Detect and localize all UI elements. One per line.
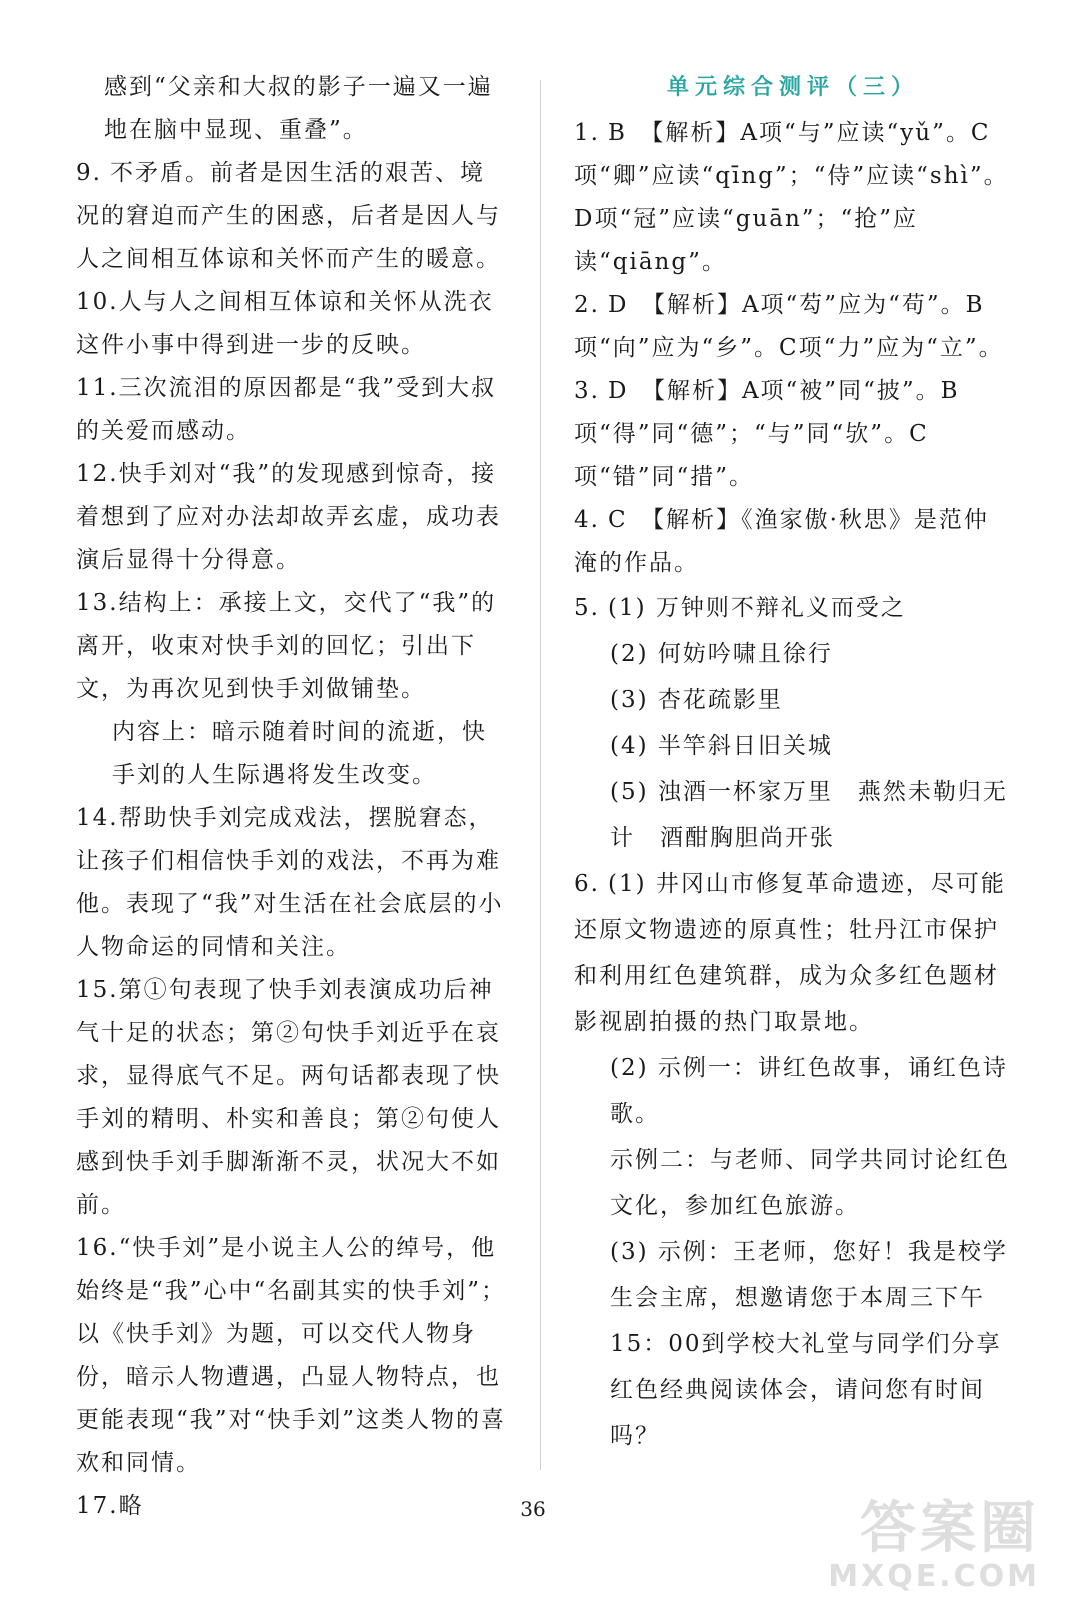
watermark-url: MXQE.COM: [828, 1559, 1040, 1594]
answer-text: 三次流泪的原因都是“我”受到大叔的关爱而感动。: [76, 375, 497, 444]
answer-13-extra: 内容上：暗示随着时间的流逝，快手刘的人生际遇将发生改变。: [112, 719, 487, 788]
answer-number: 2.: [574, 292, 600, 318]
answer-5: [574, 585, 1012, 631]
answer-5-line: (3) 杏花疏影里: [610, 687, 783, 713]
answer-number: 11.: [76, 375, 119, 401]
answer-5-line: (2) 何妨吟啸且徐行: [610, 641, 833, 667]
right-column: [574, 66, 1012, 1459]
answer-text: (1) 井冈山市修复革命遗迹，尽可能还原文物遗迹的原真性；牡丹江市保护和利用红色建筑群，成为众多红色题材影视剧拍摄的热门取景地。: [574, 871, 1006, 1035]
answer-text: 略: [118, 1493, 144, 1519]
answer-9: [76, 152, 508, 281]
answer-number: 13.: [76, 590, 119, 616]
answer-text: D 【解析】A项“被”同“披”。B项“得”同“德”；“与”同“欤”。C项“错”同“措”。: [574, 378, 960, 490]
answer-6: [574, 861, 1012, 1045]
left-column: [76, 66, 508, 1528]
answer-2: [574, 284, 1012, 370]
answer-1: [574, 112, 1012, 284]
answer-text: C 【解析】《渔家傲·秋思》是范仲淹的作品。: [574, 507, 989, 576]
answer-8-continuation: 感到“父亲和大叔的影子一遍又一遍地在脑中显现、重叠”。: [104, 74, 493, 143]
answer-text: (1) 万钟则不辩礼义而受之: [608, 595, 906, 621]
answer-number: 15.: [76, 977, 119, 1003]
answer-3: [574, 370, 1012, 499]
answer-6-line: (3) 示例：王老师，您好！我是校学生会主席，想邀请您于本周三下午15：00到学校大礼堂与同学们分享红色经典阅读体会，请问您有时间吗？: [610, 1239, 1008, 1449]
answer-6-line: 示例二：与老师、同学共同讨论红色文化，参加红色旅游。: [610, 1147, 1010, 1219]
answer-text: “快手刘”是小说主人公的绰号，他始终是“我”心中“名副其实的快手刘”；以《快手刘》为题，可以交代人物身份，暗示人物遭遇，凸显人物特点，也更能表现“我”对“快手刘”这类人物的喜欢和同情。: [76, 1235, 507, 1476]
answer-text: 结构上：承接上文，交代了“我”的离开，收束对快手刘的回忆；引出下文，为再次见到快手刘做铺垫。: [76, 590, 497, 702]
answer-5-line: (5) 浊酒一杯家万里 燕然未勒归无计 酒酣胸胆尚开张: [610, 779, 1008, 851]
answer-4: [574, 499, 1012, 585]
answer-number: 17.: [76, 1493, 119, 1519]
page-number: 36: [520, 1497, 546, 1521]
watermark: [828, 1498, 1040, 1594]
answer-number: 3.: [574, 378, 600, 404]
answer-15: [76, 969, 508, 1227]
answer-number: 1.: [574, 120, 600, 146]
answer-11: [76, 367, 508, 453]
column-divider: [540, 80, 541, 1470]
answer-text: 第①句表现了快手刘表演成功后神气十足的状态；第②句快手刘近乎在哀求，显得底气不足。两句话都表现了快手刘的精明、朴实和善良；第②句使人感到快手刘手脚渐渐不灵，状况大不如前。: [76, 977, 501, 1218]
answer-number: 6.: [574, 871, 600, 897]
answer-14: [76, 797, 508, 969]
watermark-logo-text: 答案圈: [860, 1496, 1040, 1561]
answer-text: 帮助快手刘完成戏法，摆脱窘态，让孩子们相信快手刘的戏法，不再为难他。表现了“我”对生活在社会底层的小人物命运的同情和关注。: [76, 805, 504, 960]
answer-number: 12.: [76, 461, 119, 487]
answer-number: 16.: [76, 1235, 119, 1261]
section-title: 单元综合测评（三）: [666, 75, 919, 100]
answer-text: 快手刘对“我”的发现感到惊奇，接着想到了应对办法却故弄玄虚，成功表演后显得十分得意。: [76, 461, 501, 573]
answer-13: [76, 582, 508, 711]
answer-number: 10.: [76, 289, 119, 315]
answer-16: [76, 1227, 508, 1485]
answer-number: 14.: [76, 805, 119, 831]
answer-5-line: (4) 半竿斜日旧关城: [610, 733, 833, 759]
answer-number: 4.: [574, 507, 600, 533]
answer-text: D 【解析】A项“芶”应为“苟”。B项“向”应为“乡”。C项“力”应为“立”。: [574, 292, 1004, 361]
answer-10: [76, 281, 508, 367]
answer-number: 9.: [76, 160, 102, 186]
answer-number: 5.: [574, 595, 600, 621]
answer-text: 人与人之间相互体谅和关怀从洗衣这件小事中得到进一步的反映。: [76, 289, 494, 358]
answer-text: B 【解析】A项“与”应读“yǔ”。C项“卿”应读“qīng”；“侍”应读“shì”。D项“冠”应读“guān”；“抢”应读“qiāng”。: [574, 120, 1009, 275]
answer-6-line: (2) 示例一：讲红色故事，诵红色诗歌。: [610, 1055, 1008, 1127]
answer-text: 不矛盾。前者是因生活的艰苦、境况的窘迫而产生的困惑，后者是因人与人之间相互体谅和关怀而产生的暖意。: [76, 160, 501, 272]
answer-12: [76, 453, 508, 582]
